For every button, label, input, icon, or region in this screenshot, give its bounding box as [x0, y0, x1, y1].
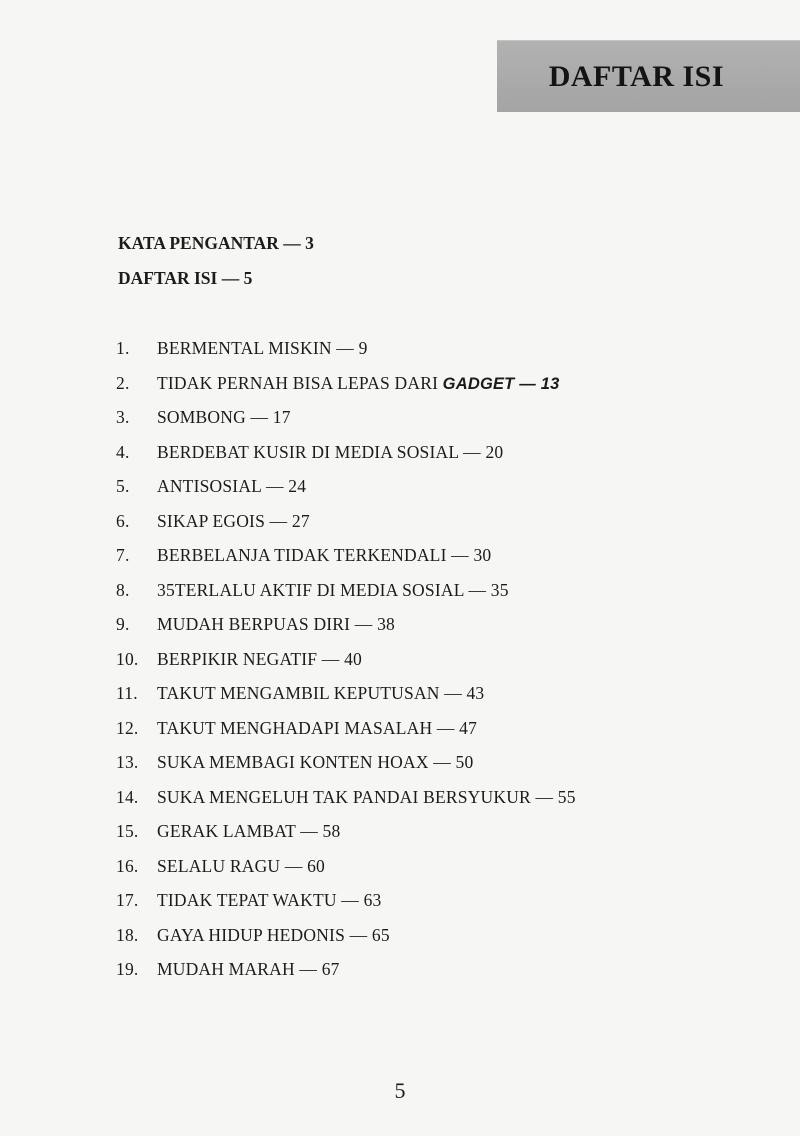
- toc-entry-number: 2.: [116, 372, 130, 393]
- toc-entry-text: [157, 580, 509, 601]
- dash: —: [432, 717, 460, 738]
- toc-entry-text: [157, 338, 368, 359]
- dash: —: [514, 374, 541, 393]
- dash: —: [345, 924, 372, 945]
- toc-entry-title: MUDAH BERPUAS DIRI: [157, 614, 351, 634]
- toc-entry-text: [157, 959, 340, 980]
- toc-entry-title: SIKAP EGOIS: [157, 510, 266, 531]
- dash: —: [317, 648, 345, 669]
- toc-entry-title: SUKA MEMBAGI KONTEN HOAX: [157, 752, 429, 772]
- toc-entry-text: [157, 545, 491, 566]
- front-matter-page: 3: [305, 233, 314, 253]
- toc-entry-title: TIDAK PERNAH BISA LEPAS DARI: [157, 372, 443, 393]
- toc-entry-number: 5.: [116, 476, 130, 496]
- front-matter-label: DAFTAR ISI: [118, 268, 218, 288]
- front-matter-item: [118, 233, 314, 254]
- toc-entry-title: TAKUT MENGHADAPI MASALAH: [157, 717, 433, 738]
- page-number: 5: [394, 1078, 406, 1103]
- toc-entry-number: 8.: [116, 579, 130, 600]
- front-matter-item: [118, 268, 252, 289]
- toc-entry-page: 35: [490, 579, 509, 600]
- toc-entry-title: TAKUT MENGAMBIL KEPUTUSAN: [157, 683, 440, 703]
- toc-entry-title: BERBELANJA TIDAK TERKENDALI: [157, 545, 447, 565]
- page-title: DAFTAR ISI: [548, 60, 724, 93]
- toc-entry-number: 10.: [116, 648, 139, 669]
- toc-entry-number: 6.: [116, 510, 130, 531]
- toc-entry-title: GERAK LAMBAT: [157, 821, 296, 841]
- dash: —: [428, 752, 456, 772]
- toc-entry-text: [157, 614, 395, 635]
- toc-entry-page: 43: [466, 683, 485, 703]
- toc-entry-title: SELALU RAGU: [157, 855, 281, 876]
- toc-entry-title: 35TERLALU AKTIF DI MEDIA SOSIAL: [157, 579, 464, 600]
- toc-entry-page: 55: [557, 786, 576, 807]
- toc-entry-text: [157, 511, 310, 532]
- toc-entry-title: GAYA HIDUP HEDONIS: [157, 924, 346, 945]
- toc-entry-number: 4.: [116, 441, 130, 462]
- toc-entry-text: [157, 856, 325, 877]
- toc-entry-number: 1.: [116, 338, 130, 358]
- toc-entry-number: 11.: [116, 683, 138, 703]
- dash: —: [336, 890, 364, 910]
- toc-entry-text: [157, 890, 381, 911]
- dash: —: [458, 441, 486, 462]
- toc-entry-number: 19.: [116, 959, 139, 979]
- toc-entry-number: 18.: [116, 924, 139, 945]
- toc-entry-title: ANTISOSIAL: [157, 476, 262, 496]
- toc-entry-text: [157, 925, 390, 946]
- dash: —: [439, 683, 467, 703]
- toc-entry-number: 9.: [116, 614, 130, 634]
- toc-entry-page: 47: [459, 717, 478, 738]
- dash: —: [463, 579, 491, 600]
- dash: —: [245, 407, 273, 427]
- dash: —: [261, 476, 289, 496]
- toc-entry-page: 9: [358, 338, 368, 358]
- toc-entry-text: [157, 649, 362, 670]
- toc-entry-title: BERPIKIR NEGATIF: [157, 648, 318, 669]
- toc-entry-page: 65: [371, 924, 390, 945]
- toc-entry-text: [157, 821, 340, 842]
- dash: —: [530, 786, 558, 807]
- dash: —: [280, 855, 308, 876]
- toc-entry-title: TIDAK TEPAT WAKTU: [157, 890, 337, 910]
- front-matter-page: 5: [243, 268, 253, 288]
- toc-entry-page: 30: [473, 545, 492, 565]
- dash: —: [446, 545, 474, 565]
- toc-entry-page: 58: [322, 821, 341, 841]
- dash: —: [265, 510, 292, 531]
- toc-entry-number: 12.: [116, 717, 139, 738]
- toc-entry-number: 7.: [116, 545, 130, 565]
- dash: —: [278, 233, 306, 253]
- toc-entry-number: 13.: [116, 752, 139, 772]
- toc-entry-text: [157, 373, 560, 394]
- toc-entry-page: 24: [288, 476, 307, 496]
- toc-entry-number: 17.: [116, 890, 139, 910]
- toc-entry-page: 60: [307, 855, 326, 876]
- toc-entry-title: MUDAH MARAH: [157, 959, 295, 979]
- header-banner: [497, 40, 800, 112]
- dash: —: [217, 268, 244, 288]
- toc-entry-text: [157, 718, 477, 739]
- toc-entry-page: 38: [377, 614, 395, 634]
- toc-entry-page: 17: [272, 407, 291, 427]
- toc-entry-number: 14.: [116, 786, 139, 807]
- dash: —: [331, 338, 359, 358]
- toc-entry-number: 3.: [116, 407, 130, 427]
- toc-entry-text: [157, 683, 484, 704]
- front-matter-label: KATA PENGANTAR: [118, 233, 279, 253]
- toc-entry-title-emphasis: GADGET: [442, 374, 515, 393]
- toc-entry-page: 20: [485, 441, 504, 462]
- toc-entry-page: 13: [540, 374, 560, 393]
- toc-entry-page: 67: [321, 959, 340, 979]
- toc-entry-text: [157, 442, 503, 463]
- toc-entry-number: 16.: [116, 855, 139, 876]
- toc-entry-title: SOMBONG: [157, 407, 246, 427]
- toc-entry-title: BERMENTAL MISKIN: [157, 338, 332, 358]
- dash: —: [295, 821, 323, 841]
- toc-entry-page: 27: [291, 510, 310, 531]
- toc-entry-title: BERDEBAT KUSIR DI MEDIA SOSIAL: [157, 441, 459, 462]
- toc-entry-text: [157, 407, 291, 428]
- toc-entry-page: 50: [455, 752, 474, 772]
- toc-entry-number: 15.: [116, 821, 139, 841]
- toc-entry-text: [157, 787, 576, 808]
- toc-entry-text: [157, 476, 306, 497]
- dash: —: [350, 614, 378, 634]
- toc-entry-text: [157, 752, 473, 773]
- toc-entry-page: 63: [363, 890, 382, 910]
- toc-entry-title: SUKA MENGELUH TAK PANDAI BERSYUKUR: [157, 786, 531, 807]
- dash: —: [294, 959, 322, 979]
- toc-entry-page: 40: [344, 648, 362, 669]
